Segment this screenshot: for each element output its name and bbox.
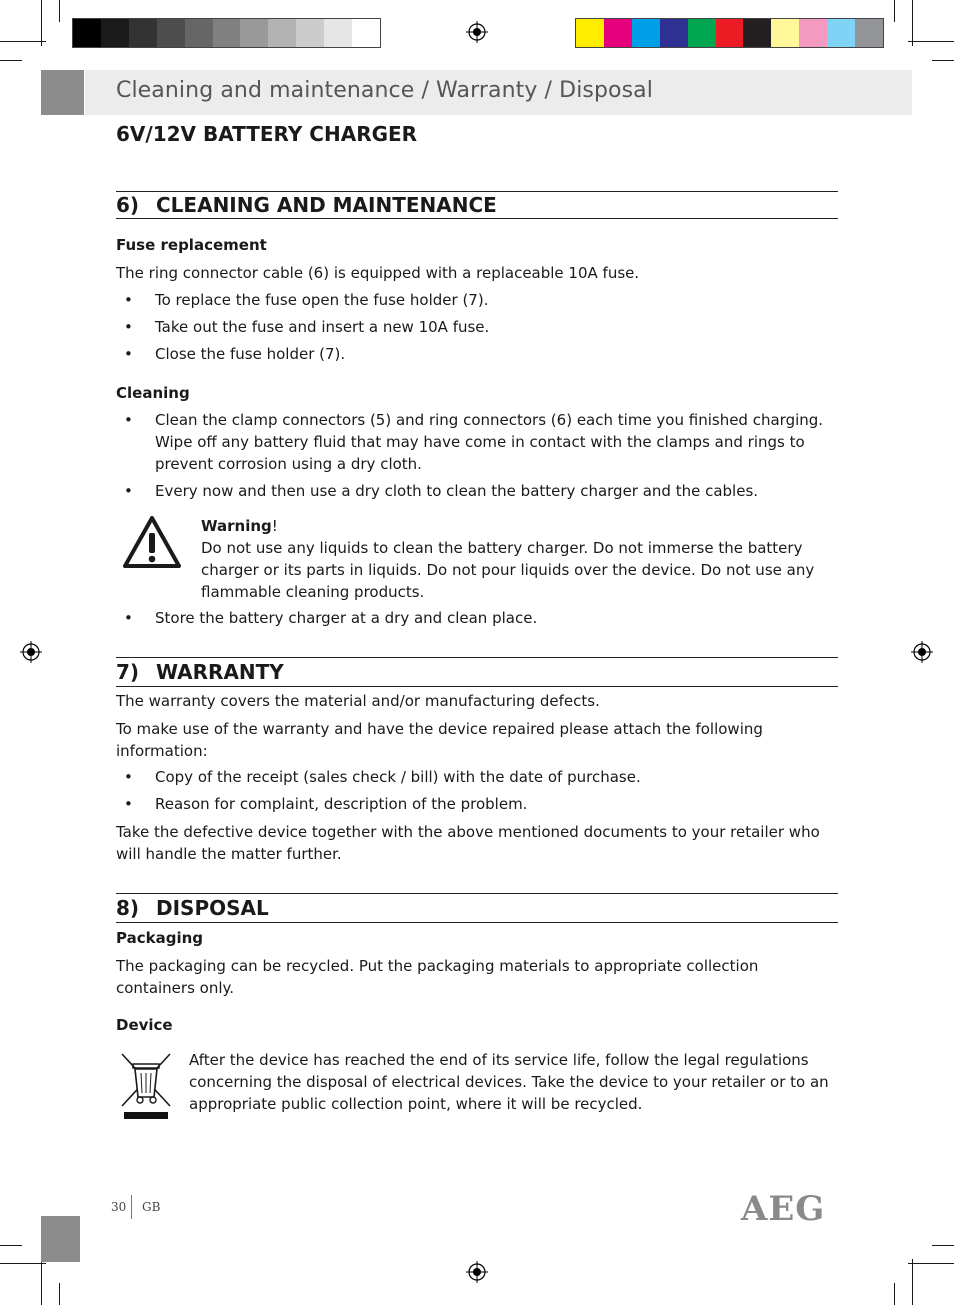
registration-mark-icon (20, 641, 42, 663)
side-tab-top (41, 70, 84, 115)
footer-divider (131, 1195, 132, 1219)
color-swatch (660, 19, 688, 47)
side-tab-bottom (41, 1216, 80, 1262)
registration-mark-icon (911, 641, 933, 663)
page-number: 30 (111, 1200, 127, 1214)
crop-mark (0, 60, 22, 61)
section-title: CLEANING AND MAINTENANCE (156, 193, 497, 217)
fuse-intro-text: The ring connector cable (6) is equipped with a replaceable 10A fuse. (116, 264, 640, 282)
color-swatch (855, 19, 883, 47)
color-swatch (688, 19, 716, 47)
gray-color-bar (72, 18, 381, 48)
section-title: WARRANTY (156, 660, 284, 684)
crop-mark (41, 1259, 42, 1305)
language-code: GB (142, 1200, 161, 1214)
crop-mark (0, 1263, 46, 1264)
color-swatch (632, 19, 660, 47)
color-swatch (716, 19, 744, 47)
color-swatch (827, 19, 855, 47)
subheading-device: Device (116, 1016, 173, 1034)
color-swatch (743, 19, 771, 47)
section-number: 6) (116, 193, 140, 217)
section-title: DISPOSAL (156, 896, 269, 920)
subheading-packaging: Packaging (116, 929, 203, 947)
color-swatch (213, 19, 241, 47)
color-swatch (185, 19, 213, 47)
color-swatch (129, 19, 157, 47)
crop-mark (59, 0, 60, 22)
aeg-logo: AEG (741, 1189, 826, 1229)
warning-label: Warning (201, 517, 272, 535)
registration-mark-icon (466, 1261, 488, 1283)
crop-mark (0, 1245, 22, 1246)
crop-mark (932, 1245, 954, 1246)
crop-mark (932, 60, 954, 61)
subheading-cleaning: Cleaning (116, 384, 190, 402)
warning-text: Do not use any liquids to clean the battery charger. Do not immerse the battery charger or its parts in liquids. Do not pour liquids over the device. Do not use any flammable cleaning products. (201, 539, 815, 601)
color-swatch (73, 19, 101, 47)
warranty-text: The warranty covers the material and/or manufacturing defects. (116, 692, 600, 710)
crop-mark (908, 1263, 954, 1264)
packaging-text: The packaging can be recycled. Put the packaging materials to appropriate collection containers only. (116, 957, 759, 997)
device-disposal-text: After the device has reached the end of its service life, follow the legal regulations concerning the disposal of electrical devices. Take the device to your retailer or to an appropriate public collection point, where it will be recycled. (189, 1051, 829, 1113)
document-title: 6V/12V BATTERY CHARGER (116, 122, 418, 146)
crop-mark (59, 1283, 60, 1305)
crossed-out-wheelie-bin-icon (119, 1051, 173, 1121)
registration-mark-icon (466, 21, 488, 43)
crop-mark (912, 1259, 913, 1305)
warranty-closing-text: Take the defective device together with the above mentioned documents to your retailer who will handle the matter further. (116, 823, 820, 863)
crop-mark (894, 0, 895, 22)
color-swatch (240, 19, 268, 47)
color-swatch (604, 19, 632, 47)
section-number: 8) (116, 896, 140, 920)
color-swatch (352, 19, 380, 47)
color-swatch (296, 19, 324, 47)
color-swatch (101, 19, 129, 47)
crop-mark (0, 41, 46, 42)
section-heading-disposal (116, 893, 838, 923)
crop-mark (912, 0, 913, 46)
warning-note: Warning! Do not use any liquids to clean the battery charger. Do not immerse the battery charger or its parts in liquids. Do not pour liquids over the device. Do not use any flammable cleaning products. (201, 515, 841, 603)
page-header-title: Cleaning and maintenance / Warranty / Disposal (116, 78, 653, 103)
warning-triangle-icon (121, 514, 183, 570)
process-color-bar (575, 18, 884, 48)
crop-mark (41, 0, 42, 46)
section-heading-warranty (116, 657, 838, 687)
color-swatch (268, 19, 296, 47)
section-heading-cleaning (116, 191, 838, 219)
crop-mark (894, 1283, 895, 1305)
subheading-fuse-replacement: Fuse replacement (116, 236, 267, 254)
color-swatch (157, 19, 185, 47)
color-swatch (576, 19, 604, 47)
color-swatch (799, 19, 827, 47)
crop-mark (908, 41, 954, 42)
warranty-text: To make use of the warranty and have the device repaired please attach the following information: (116, 720, 763, 760)
section-number: 7) (116, 660, 140, 684)
color-swatch (771, 19, 799, 47)
color-swatch (324, 19, 352, 47)
